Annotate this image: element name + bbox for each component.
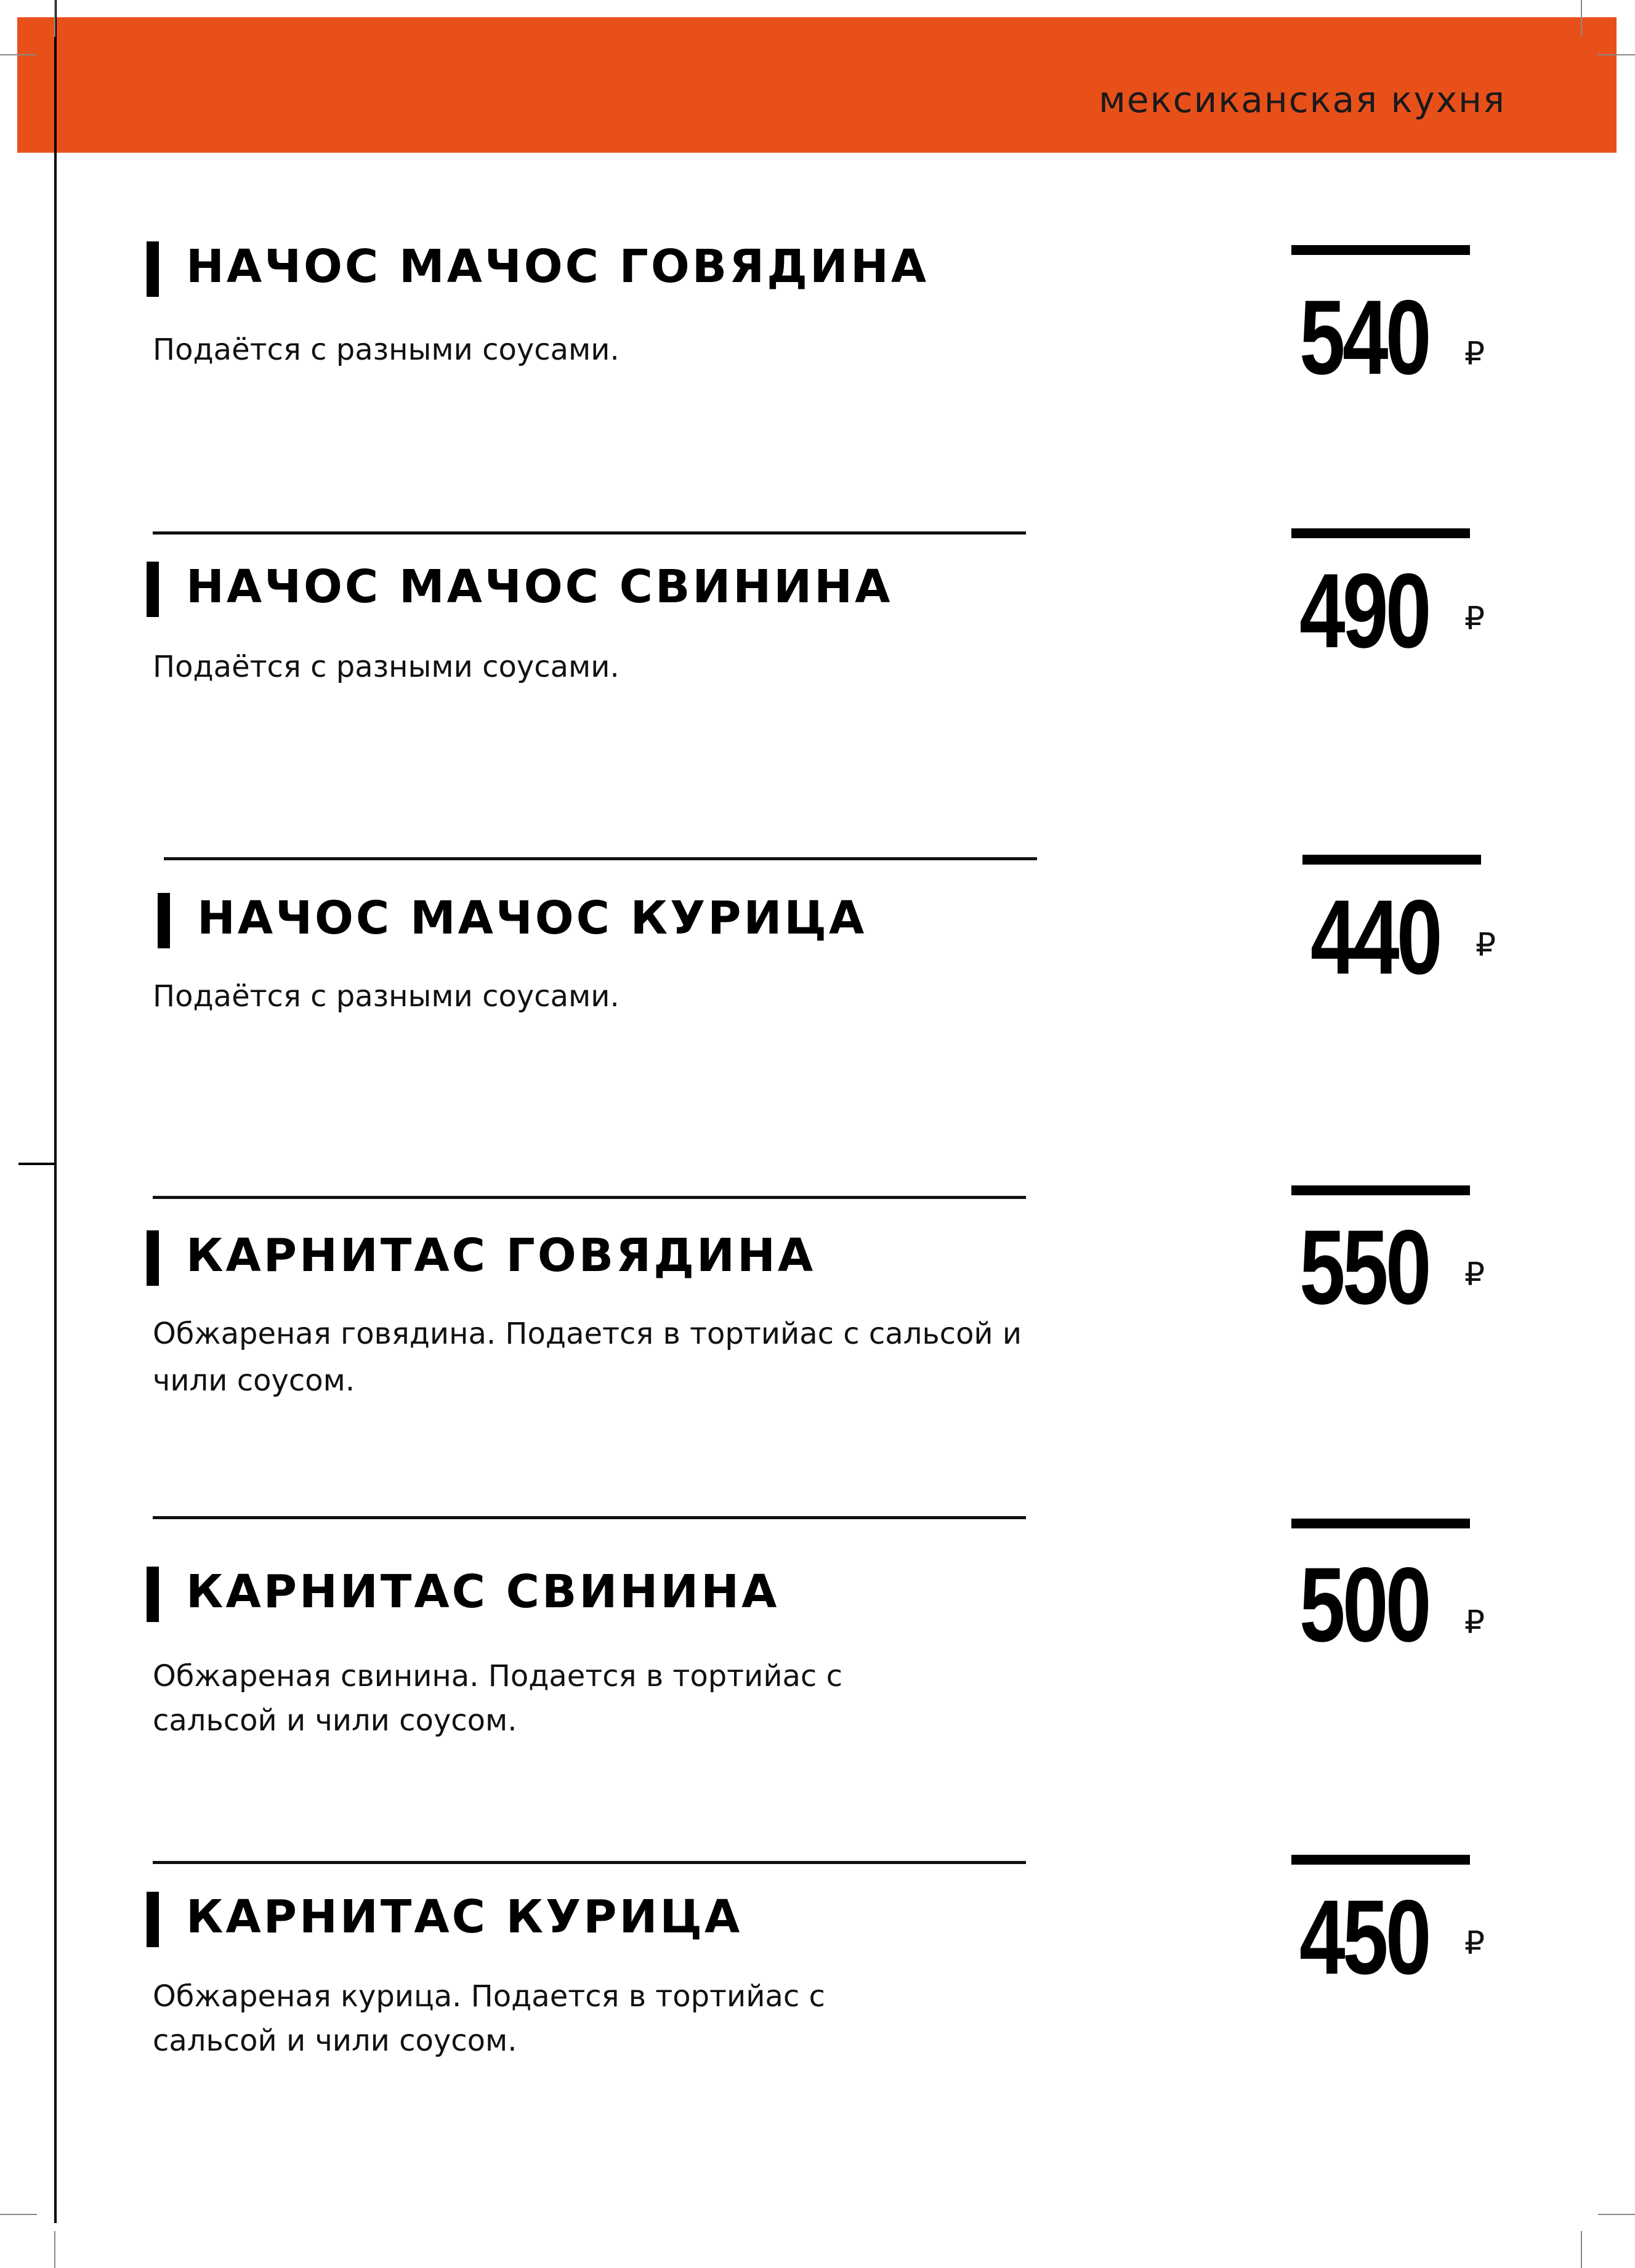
separator	[153, 1516, 1026, 1519]
item-price: 500	[1299, 1546, 1429, 1664]
separator	[164, 857, 1037, 860]
ruble-icon: ₽	[1464, 1925, 1485, 1962]
item-name: КАРНИТАС КУРИЦА	[186, 1891, 743, 1943]
item-description: Подаётся с разными соусами.	[153, 650, 620, 684]
item-accent-bar	[147, 1567, 159, 1622]
item-accent-bar	[147, 562, 159, 617]
item-description: Обжареная свинина. Подается в тортийас с сальсой и чили соусом.	[153, 1659, 842, 1738]
item-price: 490	[1299, 552, 1429, 670]
item-name: НАЧОС МАЧОС ГОВЯДИНА	[186, 240, 929, 293]
crop-mark	[0, 2214, 37, 2215]
price-bar	[1291, 528, 1470, 538]
ruble-icon: ₽	[1464, 600, 1485, 637]
item-accent-bar	[147, 241, 159, 297]
item-name: КАРНИТАС СВИНИНА	[186, 1565, 780, 1618]
item-accent-bar	[147, 1892, 159, 1947]
item-price: 540	[1299, 278, 1429, 397]
ruble-icon: ₽	[1464, 336, 1485, 373]
item-name: КАРНИТАС ГОВЯДИНА	[186, 1229, 816, 1282]
ruble-icon: ₽	[1464, 1604, 1485, 1641]
separator	[153, 1861, 1026, 1864]
item-name: НАЧОС МАЧОС КУРИЦА	[197, 892, 867, 945]
crop-mark	[1581, 0, 1582, 37]
item-price: 550	[1299, 1208, 1429, 1326]
page-title: мексиканская кухня	[1099, 79, 1506, 121]
margin-line	[54, 0, 57, 2223]
ruble-icon: ₽	[1464, 1256, 1485, 1293]
price-bar	[1302, 855, 1481, 865]
crop-mark	[0, 54, 37, 55]
item-price: 450	[1299, 1878, 1429, 1996]
crop-mark	[54, 0, 55, 37]
crop-mark	[1581, 2231, 1582, 2268]
price-bar	[1291, 245, 1470, 255]
crop-mark	[1598, 54, 1635, 55]
fold-mark	[18, 1163, 54, 1165]
price-bar	[1291, 1519, 1470, 1528]
item-price: 440	[1310, 878, 1440, 996]
price-bar	[1291, 1185, 1470, 1195]
ruble-icon: ₽	[1476, 927, 1496, 964]
separator	[153, 1196, 1026, 1199]
crop-mark	[54, 2231, 55, 2268]
item-description: Обжареная курица. Подается в тортийас с сальсой и чили соусом.	[153, 1979, 825, 2058]
item-accent-bar	[147, 1230, 159, 1286]
separator	[153, 531, 1026, 535]
item-accent-bar	[158, 893, 170, 948]
price-bar	[1291, 1855, 1470, 1865]
item-description: Подаётся с разными соусами.	[153, 333, 620, 367]
item-description: Подаётся с разными соусами.	[153, 979, 620, 1014]
crop-mark	[1598, 2214, 1635, 2215]
item-name: НАЧОС МАЧОС СВИНИНА	[186, 560, 893, 613]
item-description: Обжареная говядина. Подается в тортийас с сальсой и чили соусом.	[153, 1317, 1022, 1398]
